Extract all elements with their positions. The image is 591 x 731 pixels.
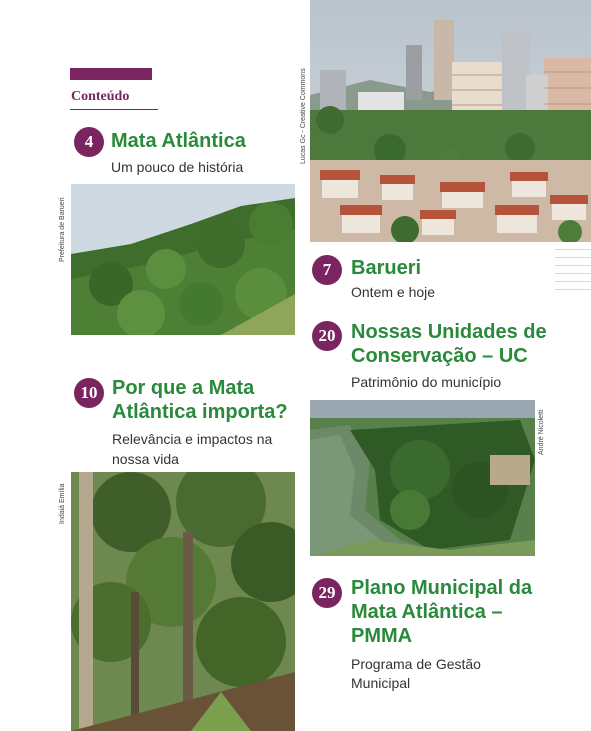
- city-photo: [310, 0, 591, 242]
- forest-interior-photo: [71, 472, 295, 731]
- forest-hill-photo: [71, 184, 295, 335]
- credit-city-photo: Lucas Gc - Creative Commons: [300, 68, 307, 164]
- entry-title: Plano Municipal da: [351, 577, 533, 599]
- entry-title-continued: Atlântica importa?: [112, 401, 288, 423]
- credit-forest-interior-photo: Indaiá Emília: [59, 483, 66, 524]
- entry-title-continued: Mata Atlântica –: [351, 601, 503, 623]
- entry-subtitle: Patrimônio do município: [351, 374, 502, 390]
- entry-subtitle: Um pouco de história: [111, 159, 244, 175]
- entry-subtitle: Ontem e hoje: [351, 284, 436, 300]
- credit-lake-photo: André Nicoletti: [538, 409, 545, 455]
- entry-title: Nossas Unidades de: [351, 321, 547, 343]
- entry-subtitle-continued: Municipal: [351, 675, 411, 691]
- contents-underline: [70, 109, 158, 110]
- decorative-line: [555, 273, 591, 274]
- entry-number-badge: 29: [312, 578, 342, 608]
- decorative-line: [555, 281, 591, 282]
- entry-title-continued: Conservação – UC: [351, 345, 528, 367]
- header-accent-bar: [70, 68, 152, 80]
- decorative-line: [555, 249, 591, 250]
- entry-subtitle: Programa de Gestão: [351, 656, 481, 672]
- entry-number-badge: 4: [74, 127, 104, 157]
- credit-forest-photo: Prefeitura de Barueri: [59, 197, 66, 262]
- entry-number-badge: 7: [312, 255, 342, 285]
- decorative-line: [555, 289, 591, 290]
- entry-title-continued: PMMA: [351, 625, 413, 647]
- entry-number-badge: 20: [312, 321, 342, 351]
- entry-number-badge: 10: [74, 378, 104, 408]
- decorative-line: [555, 257, 591, 258]
- entry-subtitle: Relevância e impactos na: [112, 431, 273, 447]
- entry-subtitle-continued: nossa vida: [112, 451, 179, 467]
- lake-aerial-photo: [310, 400, 535, 556]
- entry-title: Barueri: [351, 257, 422, 279]
- entry-title: Mata Atlântica: [111, 130, 246, 152]
- entry-title: Por que a Mata: [112, 377, 255, 399]
- contents-label: Conteúdo: [71, 89, 130, 104]
- decorative-line: [555, 265, 591, 266]
